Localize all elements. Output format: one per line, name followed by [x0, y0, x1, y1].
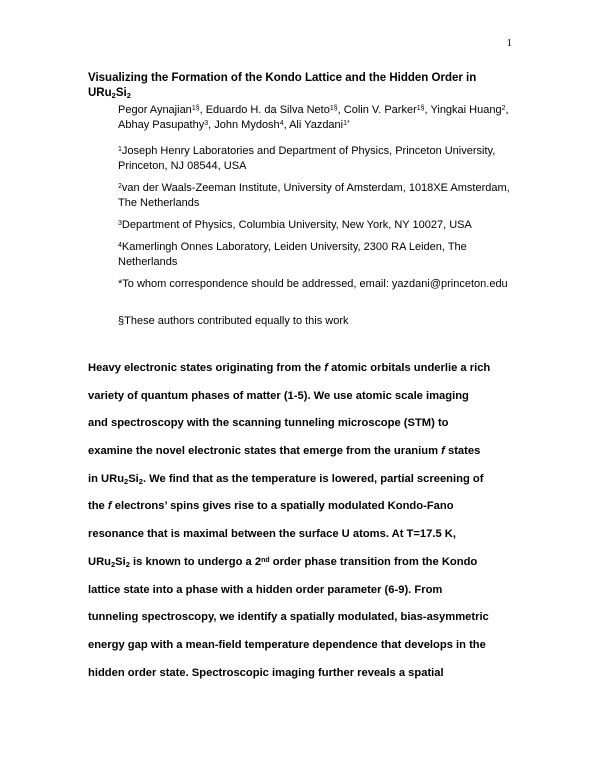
abstract-line: and spectroscopy with the scanning tunneling microscope (STM) to: [88, 417, 449, 430]
affiliation-1-text: Joseph Henry Laboratories and Department of Physics, Princeton University, Princeton, NJ 08544, USA: [118, 145, 496, 172]
paper-title: [88, 71, 528, 101]
abstract-text: examine the novel electronic states that emerge from the uranium: [88, 445, 442, 458]
abstract-sub: 2: [138, 476, 143, 486]
affiliation-4-sup: 4: [118, 242, 122, 249]
abstract-text: electrons’ spins gives rise to a spatially modulated Kondo-Fano: [111, 500, 454, 513]
title-formula: [88, 87, 131, 99]
abstract-sub: 2: [111, 559, 116, 569]
author-7: , Ali Yazdani: [283, 119, 344, 131]
abstract-text: URu: [88, 555, 111, 568]
title-formula-sub2: 2: [126, 91, 131, 100]
author-5: , Abhay Pasupathy: [118, 104, 509, 131]
author-5-sup: 3: [204, 120, 209, 127]
abstract-line: [88, 355, 518, 383]
abstract-text: states: [444, 445, 481, 458]
author-2: , Eduardo H. da Silva Neto: [199, 104, 330, 116]
title-line1: Visualizing the Formation of the Kondo Lattice and the Hidden Order in: [88, 72, 477, 84]
title-formula-sub1: 2: [111, 91, 116, 100]
author-3: , Colin V. Parker: [337, 104, 417, 116]
affiliation-4: [118, 240, 526, 270]
abstract-text: order phase transition from the Kondo: [269, 555, 478, 568]
abstract-text: Heavy electronic states originating from the: [88, 362, 325, 374]
author-4-sup: 2: [501, 105, 506, 112]
abstract-text: in URu: [88, 472, 125, 485]
author-6: , John Mydosh: [208, 119, 280, 131]
abstract-line: [88, 466, 518, 494]
abstract-line: variety of quantum phases of matter (1-5). We use atomic scale imaging: [88, 389, 469, 402]
affiliation-2-text: van der Waals-Zeeman Institute, University of Amsterdam, 1018XE Amsterdam, The Netherlands: [118, 182, 510, 209]
author-6-sup: 4: [279, 120, 284, 127]
abstract-line: hidden order state. Spectroscopic imaging further reveals a spatial: [88, 666, 444, 679]
abstract-line: [88, 493, 518, 521]
affiliation-2-sup: 2: [118, 183, 122, 190]
author-7-sup: 1*: [343, 120, 350, 127]
abstract: [88, 355, 518, 687]
affiliation-1: [118, 144, 526, 174]
author-3-sup: 1§: [416, 105, 425, 112]
title-formula-si: Si: [115, 87, 127, 99]
abstract-text: Si: [128, 472, 139, 485]
abstract-text: the: [88, 500, 108, 513]
author-1-sup: 1§: [191, 105, 200, 112]
author-4: , Yingkai Huang: [424, 104, 502, 116]
abstract-text: atomic orbitals underlie a rich: [327, 362, 491, 374]
affiliation-3: [118, 218, 526, 233]
abstract-text: is known to undergo a 2: [129, 555, 262, 568]
author-1: Pegor Aynajian: [118, 104, 192, 116]
abstract-sub: 2: [124, 476, 129, 486]
abstract-line: lattice state into a phase with a hidden order parameter (6-9). From: [88, 583, 443, 596]
contribution-note: §These authors contributed equally to this work: [118, 315, 349, 327]
abstract-line: [88, 438, 518, 466]
abstract-italic: f: [441, 445, 445, 458]
abstract-line: tunneling spectroscopy, we identify a spatially modulated, bias-asymmetric: [88, 611, 489, 624]
page-number: 1: [506, 37, 512, 49]
abstract-line: [88, 549, 518, 577]
abstract-italic: f: [107, 500, 112, 513]
correspondence-note: *To whom correspondence should be addressed, email: yazdani@princeton.edu: [118, 278, 508, 290]
abstract-sub: 2: [125, 559, 130, 569]
abstract-sup: nd: [261, 556, 270, 564]
title-formula-u: URu: [88, 87, 112, 99]
abstract-text: Si: [115, 555, 126, 568]
affiliation-3-sup: 3: [118, 220, 122, 227]
affiliation-3-text: Department of Physics, Columbia University, New York, NY 10027, USA: [121, 219, 472, 231]
affiliation-2: [118, 181, 526, 211]
affiliation-4-text: Kamerlingh Onnes Laboratory, Leiden University, 2300 RA Leiden, The Netherlands: [118, 241, 467, 268]
abstract-italic: f: [324, 362, 328, 374]
abstract-line: resonance that is maximal between the surface U atoms. At T=17.5 K,: [88, 528, 456, 541]
abstract-line: energy gap with a mean-field temperature dependence that develops in the: [88, 638, 486, 651]
author-list: [118, 103, 526, 133]
affiliation-1-sup: 1: [118, 146, 122, 153]
author-2-sup: 1§: [329, 105, 338, 112]
abstract-text: . We find that as the temperature is lowered, partial screening of: [142, 472, 484, 485]
